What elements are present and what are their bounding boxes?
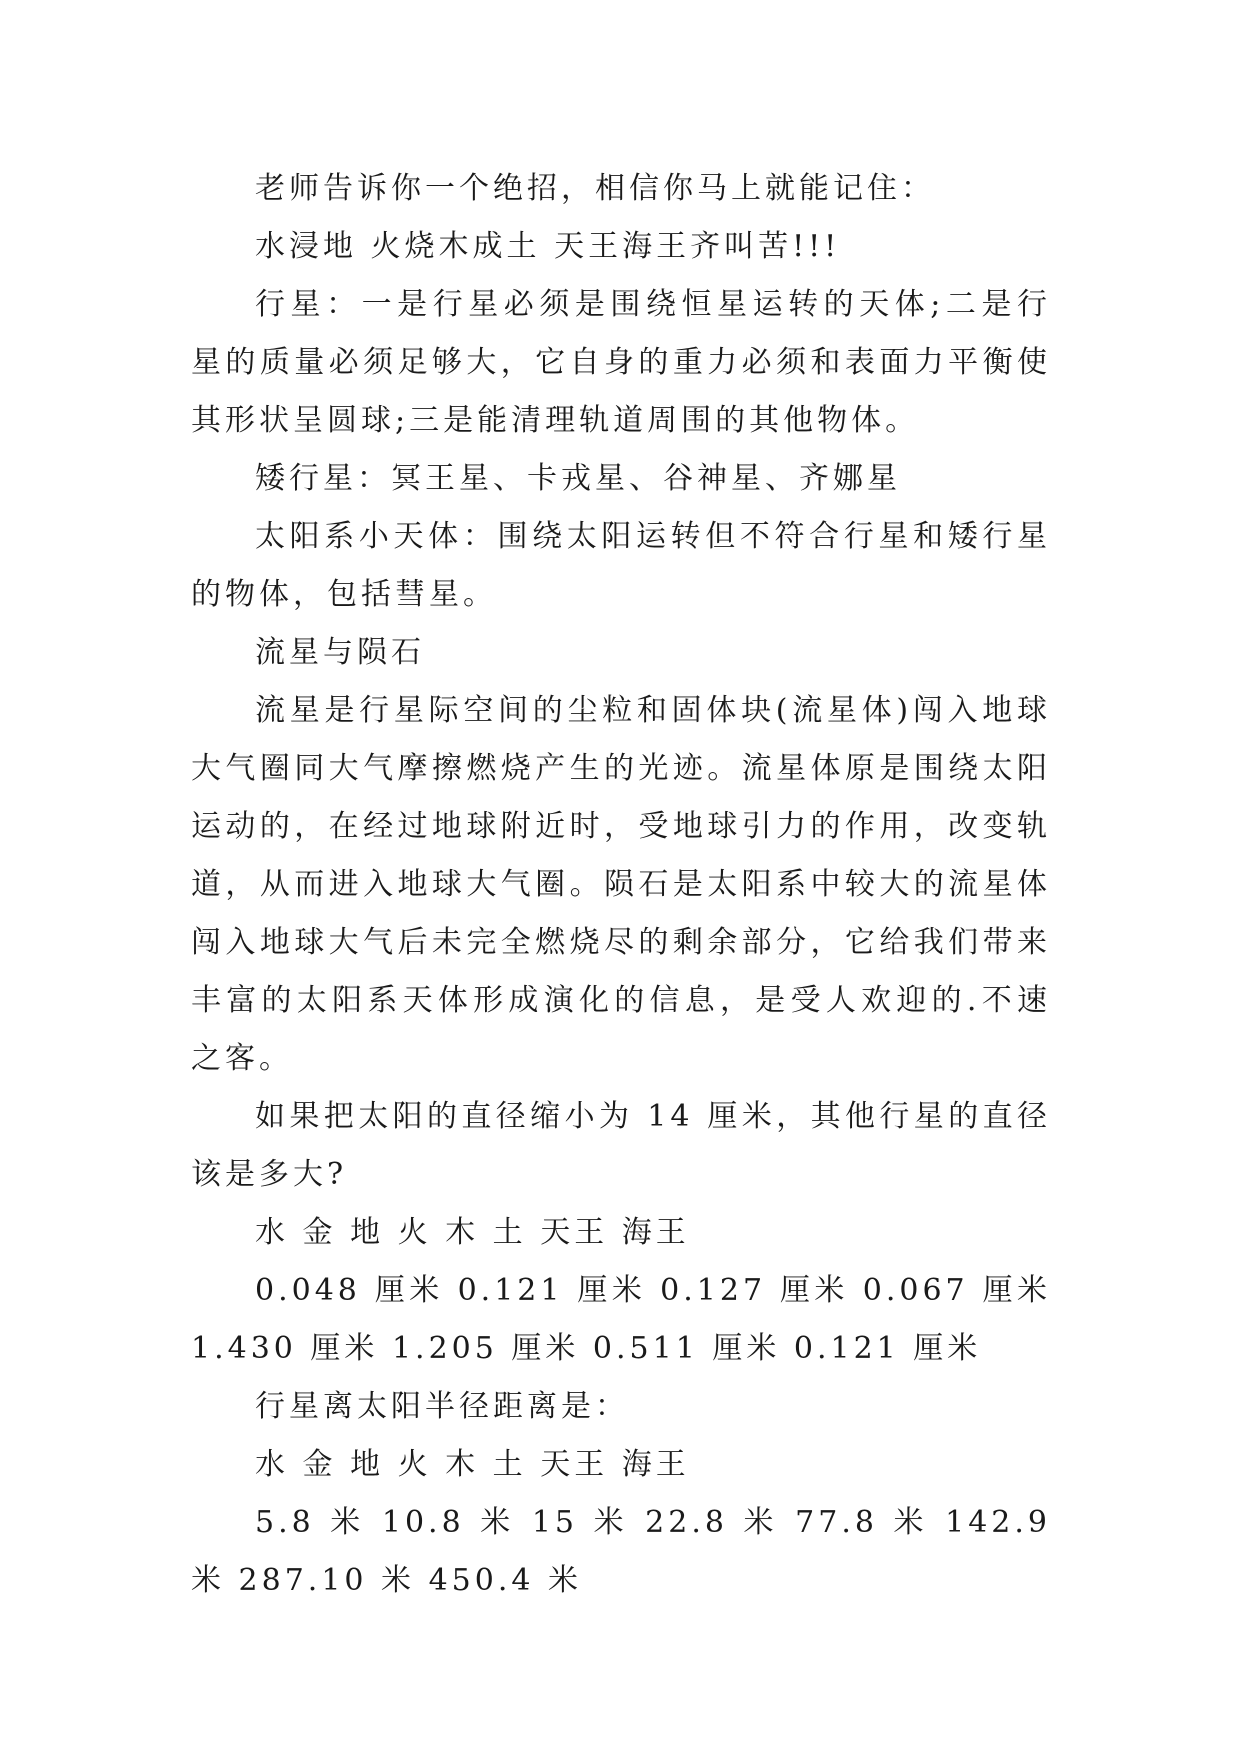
paragraph-planet-definition: 行星：一是行星必须是围绕恒星运转的天体;二是行星的质量必须足够大，它自身的重力必须和表面力平衡使其形状呈圆球;三是能清理轨道周围的其他物体。 [191,287,1051,438]
paragraph-dwarf-planets: 矮行星：冥王星、卡戎星、谷神星、齐娜星 [255,461,901,496]
paragraph-distance-heading: 行星离太阳半径距离是： [255,1389,629,1424]
paragraph-planet-names-distance: 水 金 地 火 木 土 天王 海王 [255,1447,690,1482]
paragraph-mnemonic: 水浸地 火烧木成土 天王海王齐叫苦!!! [255,229,841,264]
paragraph-distance-values: 5.8 米 10.8 米 15 米 22.8 米 77.8 米 142.9 米 287.10 米 450.4 米 [191,1505,1051,1598]
paragraph-tip: 老师告诉你一个绝招，相信你马上就能记住： [255,171,935,206]
paragraph-scale-question: 如果把太阳的直径缩小为 14 厘米，其他行星的直径该是多大? [191,1099,1051,1192]
paragraph-meteor-text: 流星是行星际空间的尘粒和固体块(流星体)闯入地球大气圈同大气摩擦燃烧产生的光迹。流星体原是围绕太阳运动的，在经过地球附近时，受地球引力的作用，改变轨道，从而进入地球大气圈。陨石是太阳系中较大的流星体闯入地球大气后未完全燃烧尽的剩余部分，它给我们带来丰富的太阳系天体形成演化的信息，是受人欢迎的.不速之客。 [191,693,1051,1076]
paragraph-planet-names-diameter: 水 金 地 火 木 土 天王 海王 [255,1215,690,1250]
paragraph-meteor-heading: 流星与陨石 [255,635,425,670]
document-body [191,160,1051,1610]
paragraph-small-bodies: 太阳系小天体：围绕太阳运转但不符合行星和矮行星的物体，包括彗星。 [191,519,1051,612]
paragraph-diameter-values: 0.048 厘米 0.121 厘米 0.127 厘米 0.067 厘米 1.430 厘米 1.205 厘米 0.511 厘米 0.121 厘米 [191,1273,1051,1366]
